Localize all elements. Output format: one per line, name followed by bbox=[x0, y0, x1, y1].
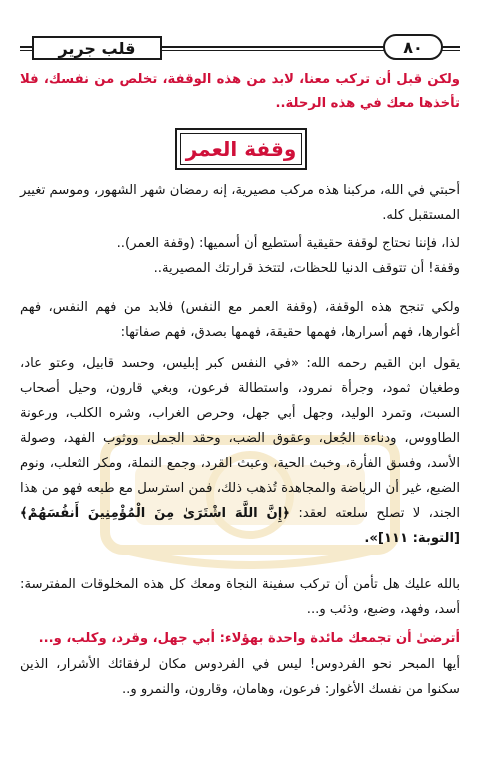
paragraph-4: ولكي تنجح هذه الوقفة، (وقفة العمر مع النفس) فلابد من فهم النفس، فهم أغوارها، فهم أسرارها، فهمها حقيقة، فهمها بصدق، فهم صفاتها: bbox=[20, 300, 460, 340]
intro-text: ولكن قبل أن تركب معنا، لابد من هذه الوقفة، تخلص من نفسك، فلا تأخذها معك في هذه الرحلة.. bbox=[20, 72, 460, 111]
book-title-box bbox=[32, 36, 162, 60]
section-title-box bbox=[175, 128, 307, 170]
paragraph-7: أترضىٰ أن تجمعك مائدة واحدة بهؤلاء: أبي جهل، وقرد، وكلب، و... bbox=[38, 631, 460, 646]
paragraph-1: أحبتي في الله، مركبنا هذه مركب مصيرية، إنه رمضان شهر الشهور، وموسم تغيير المستقبل كله. bbox=[20, 183, 460, 223]
paragraph-8: أيها المبحر نحو الفردوس! ليس في الفردوس مكان لرفقائك الأشرار، الذين سكنوا من نفسك الأغوار: فرعون، وهامان، وقارون، والنمرو و.. bbox=[20, 657, 460, 697]
quran-verse: ﴿إِنَّ اللَّهَ اشْتَرَىٰ مِنَ الْمُؤْمِنِينَ أَنفُسَهُمْ﴾ [التوبة: ١١١]». bbox=[20, 506, 460, 546]
paragraph-5 bbox=[20, 351, 460, 551]
section-title: وقفة العمر bbox=[185, 137, 297, 161]
paragraph-6: بالله عليك هل تأمن أن تركب سفينة النجاة ومعك كل هذه المخلوقات المفترسة: أسد، وفهد، وضبع، وذئب و... bbox=[20, 577, 460, 617]
paragraph-2: لذا، فإننا نحتاج لوقفة حقيقية أستطيع أن أسميها: (وقفة العمر).. bbox=[116, 236, 460, 251]
page-number: ٨٠ bbox=[383, 34, 443, 60]
ibn-qayyim-quote: يقول ابن القيم رحمه الله: «في النفس كبر إبليس، وحسد قابيل، وعتو عاد، وطغيان ثمود، وجرأة نمرود، واستطالة فرعون، وبغي قارون، وحيل أصحاب السبت، وتمرد الوليد، وجهل أبي جهل، وحرص الغراب، وشره الكلب، ورعونة الطاووس، ودناءة الجُعل، وعقوق الضب، وحقد الجمل، ووثوب الفهد، وصولة الأسد، وفسق الفأرة، وخبث الحية، وعبث القرد، وجمع النملة، ومكر الثعلب، ونوم الضبع، غير أن الرياضة والمجاهدة تُذهب ذلك، فمن استرسل مع طبعه فهو من هذا الجند، لا تصلح سلعته لعقد: bbox=[20, 356, 460, 521]
book-title: قلب جرير bbox=[58, 38, 136, 58]
paragraph-3: وقفة! أن تتوقف الدنيا للحظات، لتتخذ قرارتك المصيرية.. bbox=[153, 261, 460, 276]
